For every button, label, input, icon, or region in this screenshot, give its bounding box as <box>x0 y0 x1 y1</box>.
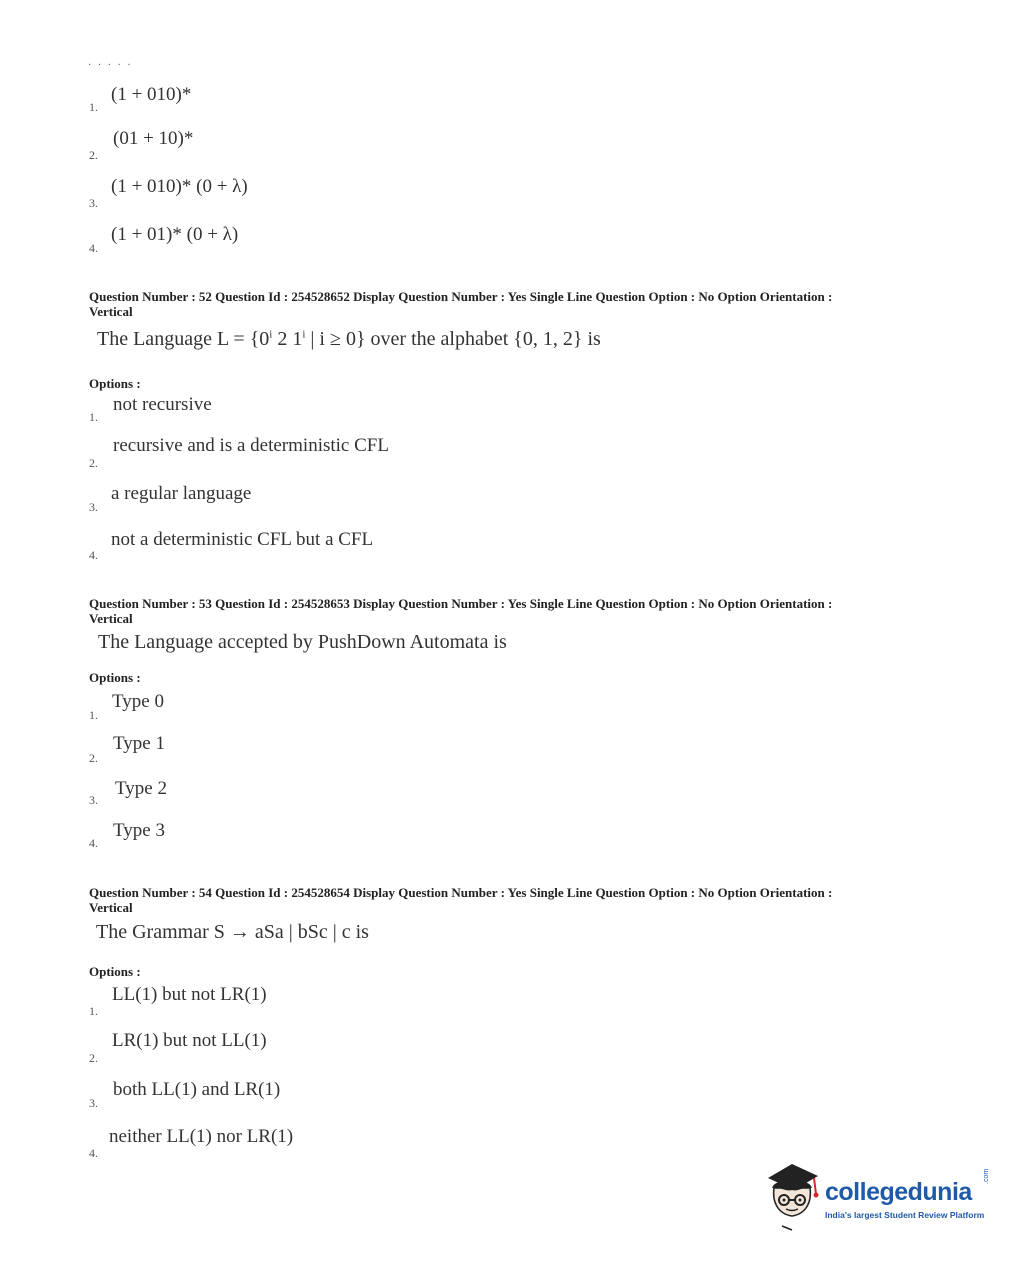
q52-question-text: The Language $L = \{0^i$ 2 1$^i$ | i ≥ 0} over the alphabet {0, 1, 2} is <box>97 328 601 350</box>
q51-option-1-number: 1. <box>89 100 98 114</box>
q53-option-3-number: 3. <box>89 793 98 807</box>
q51-option-3-number: 3. <box>89 196 98 210</box>
q54-option-3-number: 3. <box>89 1096 98 1110</box>
collegedunia-logo-text: collegedunia <box>825 1178 972 1206</box>
q52-option-4-text: not a deterministic CFL but a CFL <box>111 529 374 550</box>
q53-option-4-number: 4. <box>89 836 98 850</box>
q54-option-1-text: LL(1) but not LR(1) <box>112 984 267 1005</box>
q51-option-4-number: 4. <box>89 241 98 255</box>
q52-option-1-text: not recursive <box>113 394 212 415</box>
q52-options-label: Options : <box>89 376 141 391</box>
q51-option-1-text: (1 + 010)* <box>111 84 192 105</box>
q53-question-text: The Language accepted by PushDown Automata is <box>98 631 507 653</box>
q54-option-2-number: 2. <box>89 1051 98 1065</box>
q54-option-4-number: 4. <box>89 1146 98 1160</box>
q54-option-1-number: 1. <box>89 1004 98 1018</box>
collegedunia-logo-suffix: .com <box>983 1168 990 1184</box>
collegedunia-mascot-icon <box>764 1162 824 1232</box>
q53-meta: Question Number : 53 Question Id : 254528653 Display Question Number : Yes Single Line Question Option : No Option Orientation : Vertical <box>89 596 833 626</box>
q52-option-3-text: a regular language <box>111 483 252 504</box>
q53-options-label: Options : <box>89 670 141 685</box>
q52-meta: Question Number : 52 Question Id : 254528652 Display Question Number : Yes Single Line Question Option : No Option Orientation : Vertical <box>89 289 833 319</box>
q53-option-2-number: 2. <box>89 751 98 765</box>
q52-option-1-number: 1. <box>89 410 98 424</box>
q51-option-4-text: (1 + 01)* (0 + λ) <box>111 224 239 245</box>
q51-option-2-number: 2. <box>89 148 98 162</box>
q53-option-2-text: Type 1 <box>113 733 165 754</box>
q54-option-4-text: neither LL(1) nor LR(1) <box>109 1126 294 1147</box>
q53-option-4-text: Type 3 <box>113 820 165 841</box>
q53-option-3-text: Type 2 <box>115 778 167 799</box>
q51-option-2-text: (01 + 10)* <box>113 128 194 149</box>
q54-option-2-text: LR(1) but not LL(1) <box>112 1030 267 1051</box>
q54-meta: Question Number : 54 Question Id : 254528654 Display Question Number : Yes Single Line Question Option : No Option Orientation : Vertical <box>89 885 833 915</box>
q53-option-1-number: 1. <box>89 708 98 722</box>
q54-question-text: The Grammar S → aSa | bSc | c is <box>96 921 369 943</box>
cut-off-text: · · · · · <box>88 60 133 71</box>
q53-option-1-text: Type 0 <box>112 691 164 712</box>
q52-option-3-number: 3. <box>89 500 98 514</box>
q51-option-3-text: (1 + 010)* (0 + λ) <box>111 176 248 197</box>
q52-option-2-text: recursive and is a deterministic CFL <box>113 435 389 456</box>
q52-option-4-number: 4. <box>89 548 98 562</box>
q52-option-2-number: 2. <box>89 456 98 470</box>
q54-option-3-text: both LL(1) and LR(1) <box>113 1079 281 1100</box>
q54-options-label: Options : <box>89 964 141 979</box>
collegedunia-tagline: India's largest Student Review Platform <box>825 1210 985 1220</box>
